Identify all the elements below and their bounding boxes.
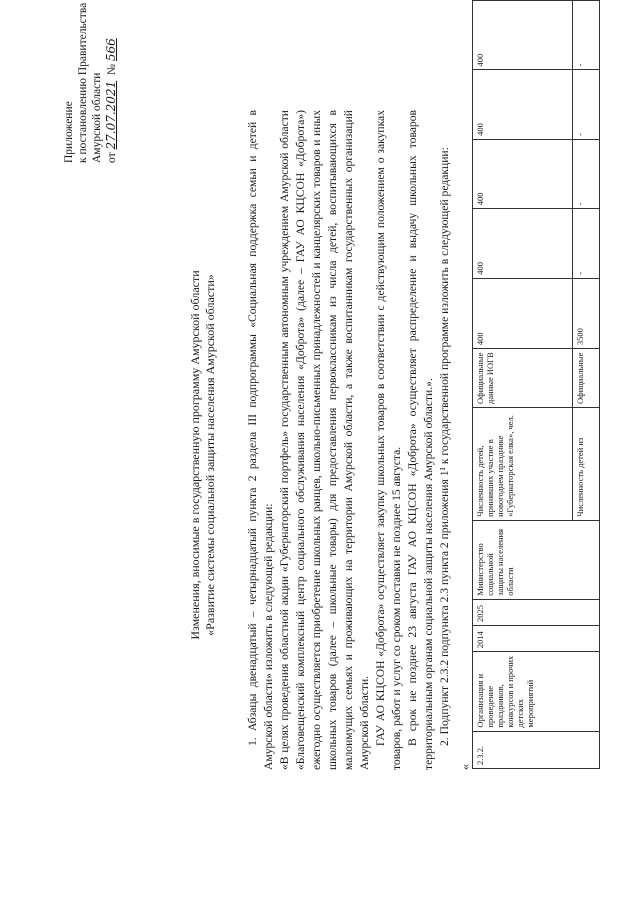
cell-number: 2.3.2.	[473, 731, 600, 768]
cell-value: -	[573, 70, 600, 139]
cell-event: Организация и проведение праздников, конкурсов и прочих детских мероприятий	[473, 652, 600, 731]
document-title	[188, 135, 218, 775]
appendix-header	[62, 3, 119, 163]
table-row	[473, 1, 573, 769]
cell-value: -	[573, 139, 600, 208]
cell-value: -	[573, 1, 600, 70]
cell-indicator: Численность детей из	[573, 407, 600, 520]
number-prefix: №	[106, 64, 118, 76]
cell-executor: Министерство социальной защиты населения области	[473, 520, 600, 599]
cell-year-start: 2014	[473, 626, 600, 652]
program-table	[472, 0, 600, 769]
appendix-region: Амурской области	[91, 72, 103, 163]
cell-value: 400	[473, 209, 573, 278]
title-line-2: «Развитие системы социальной защиты населения Амурской области»	[203, 274, 217, 636]
quote-mark: «	[458, 764, 472, 770]
paragraph-5: 2. Подпункт 2.3.2 подпункта 2.3 пункта 2 приложения 1¹ к государственной программе изложить в следующей редакции:	[438, 147, 451, 746]
appendix-label: Приложение	[63, 101, 75, 163]
cell-value: -	[573, 209, 600, 278]
cell-year-end: 2025	[473, 599, 600, 625]
handwritten-number: 566	[104, 38, 118, 62]
paragraph-4: В срок не позднее 23 августа ГАУ АО КЦСОН «Доброта» осуществляет распределение и выдачу школьных товаров территориальным органам социальной защиты населения Амурской области.».	[406, 110, 435, 770]
appendix-date-line	[104, 3, 119, 163]
cell-source: Официальные данные ИОГВ	[473, 349, 573, 408]
appendix-resolution: к постановлению Правительства	[77, 2, 89, 163]
cell-value: 400	[473, 278, 573, 348]
cell-value: 400	[473, 70, 573, 139]
date-prefix: от	[106, 152, 118, 163]
paragraph-3: ГАУ АО КЦСОН «Доброта» осуществляет закупку школьных товаров в соответствии с действующим положением о закупках товаров, работ и услуг со сроком поставки не позднее 15 августа.	[374, 110, 403, 770]
cell-source: Официальные	[573, 349, 600, 408]
document-body	[245, 110, 453, 770]
cell-value: 400	[473, 1, 573, 70]
handwritten-date: 27.07.2021	[104, 80, 118, 150]
cell-value: 400	[473, 139, 573, 208]
cell-indicator: Численность детей, принявших участие в новогоднем празднике «Губернаторская елка», чел.	[473, 407, 573, 520]
paragraph-1: 1. Абзацы двенадцатый – четырнадцатый пункта 2 раздела III подпрограммы «Социальная поддержка семьи и детей в Амурской области» изложить в следующей редакции:	[246, 110, 275, 770]
cell-value: 3500	[573, 278, 600, 348]
title-line-1: Изменения, вносимые в государственную программу Амурской области	[188, 270, 202, 640]
paragraph-2: «В целях проведения областной акции «Губернаторский портфель» государственным автономным учреждением Амурской области «Благовещенский комплексный центр социального обслуживания населения «Доброта» (далее – ГАУ АО КЦСОН «Доброта») ежегодно осуществляется приобретение школьных ранцев, школьно-письменных принадлежностей и канцелярских товаров и иных школьных товаров (далее – школьные товары) для предоставления первоклассникам из числа детей, воспитывающихся в малоимущих семьях и проживающих на территории Амурской области, а также воспитанникам государственных организаций Амурской области.	[278, 110, 371, 770]
